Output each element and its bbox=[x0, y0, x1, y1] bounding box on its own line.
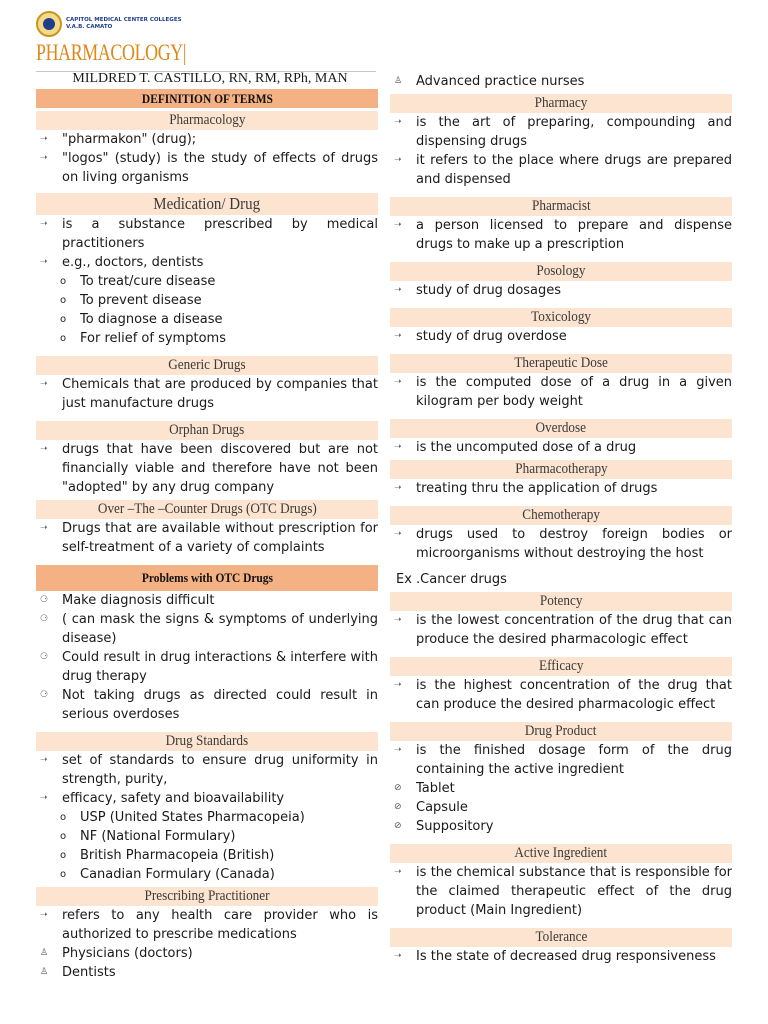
left-column bbox=[36, 89, 378, 982]
list-item: o NF (National Formulary) bbox=[60, 829, 236, 844]
arrow-bullet-icon: ➝ bbox=[394, 331, 402, 341]
list-item: ➝ refers to any health care provider who is authorized to prescribe medications bbox=[40, 908, 378, 942]
chemotherapy-example: Ex .Cancer drugs bbox=[396, 572, 507, 587]
list-item: ➝ treating thru the application of drugs bbox=[394, 481, 658, 496]
list-item: ♙ Physicians (doctors) bbox=[40, 946, 193, 961]
list-item: ➝ it refers to the place where drugs are prepared and dispensed bbox=[394, 153, 732, 187]
arrow-bullet-icon: ➝ bbox=[394, 745, 402, 755]
list-item: o To diagnose a disease bbox=[60, 312, 223, 327]
pill-bullet-icon: ⚆ bbox=[40, 652, 49, 662]
arrow-bullet-icon: ➝ bbox=[40, 134, 48, 144]
arrow-bullet-icon: ➝ bbox=[394, 867, 402, 877]
list-item: ⚆ Make diagnosis difficult bbox=[40, 593, 215, 608]
arrow-bullet-icon: ➝ bbox=[394, 483, 402, 493]
arrow-bullet-icon: ➝ bbox=[40, 153, 48, 163]
list-item: ♙ Dentists bbox=[40, 965, 116, 980]
list-item: ➝ Drugs that are available without prescription for self-treatment of a variety of complaints bbox=[40, 521, 378, 555]
arrow-bullet-icon: ➝ bbox=[40, 379, 48, 389]
list-item: ⚆ ( can mask the signs & symptoms of underlying disease) bbox=[40, 612, 378, 646]
circle-bullet-icon: o bbox=[60, 831, 67, 842]
circle-bullet-icon: o bbox=[60, 812, 67, 823]
arrow-bullet-icon: ➝ bbox=[394, 680, 402, 690]
list-item: ➝ Chemicals that are produced by companies that just manufacture drugs bbox=[40, 377, 378, 411]
list-item: ➝ drugs that have been discovered but are not financially viable and therefore have not been "adopted" by any drug company bbox=[40, 442, 378, 495]
person-bullet-icon: ♙ bbox=[40, 967, 49, 977]
list-item: ➝ is the art of preparing, compounding and dispensing drugs bbox=[394, 115, 732, 149]
arrow-bullet-icon: ➝ bbox=[394, 285, 402, 295]
arrow-bullet-icon: ➝ bbox=[40, 793, 48, 803]
therapeutic-dose-heading: Therapeutic Dose bbox=[390, 354, 732, 373]
person-bullet-icon: ♙ bbox=[40, 948, 49, 958]
list-item: o To treat/cure disease bbox=[60, 274, 216, 289]
list-item: ➝ is a substance prescribed by medical practitioners bbox=[40, 217, 378, 251]
arrow-bullet-icon: ➝ bbox=[40, 444, 48, 454]
circle-bullet-icon: o bbox=[60, 869, 67, 880]
author-line: MILDRED T. CASTILLO, RN, RM, RPh, MAN bbox=[72, 71, 348, 86]
list-item: ⊘ Capsule bbox=[394, 800, 468, 815]
arrow-bullet-icon: ➝ bbox=[394, 220, 402, 230]
medication-heading: Medication/ Drug bbox=[36, 193, 378, 215]
potency-heading: Potency bbox=[390, 592, 732, 611]
institution-name: CAPITOL MEDICAL CENTER COLLEGES bbox=[66, 17, 182, 23]
institution-sub: V.A.B. CAMATO bbox=[66, 24, 113, 30]
overdose-heading: Overdose bbox=[390, 419, 732, 438]
drug-standards-heading: Drug Standards bbox=[36, 732, 378, 751]
circle-bullet-icon: o bbox=[60, 333, 67, 344]
list-item: ➝ a person licensed to prepare and dispense drugs to make up a prescription bbox=[394, 218, 732, 252]
list-item: ➝ is the chemical substance that is responsible for the claimed therapeutic effect of the drug product (Main Ingredient) bbox=[394, 865, 732, 918]
list-item: ➝ is the computed dose of a drug in a given kilogram per body weight bbox=[394, 375, 732, 409]
list-item: ➝ drugs used to destroy foreign bodies or microorganisms without destroying the host bbox=[394, 527, 732, 561]
list-item: ➝ is the uncomputed dose of a drug bbox=[394, 440, 637, 455]
circle-bullet-icon: o bbox=[60, 850, 67, 861]
list-item: ⚆ Not taking drugs as directed could result in serious overdoses bbox=[40, 688, 378, 722]
arrow-bullet-icon: ➝ bbox=[40, 219, 48, 229]
list-item: ➝ is the highest concentration of the drug that can produce the desired pharmacologic effect bbox=[394, 678, 732, 712]
arrow-bullet-icon: ➝ bbox=[40, 755, 48, 765]
list-item: ➝ set of standards to ensure drug uniformity in strength, purity, bbox=[40, 753, 378, 787]
list-item: ➝ is the finished dosage form of the drug containing the active ingredient bbox=[394, 743, 732, 777]
capsule-bullet-icon: ⊘ bbox=[394, 783, 402, 793]
chemotherapy-heading: Chemotherapy bbox=[390, 506, 732, 525]
arrow-bullet-icon: ➝ bbox=[394, 951, 402, 961]
generic-drugs-heading: Generic Drugs bbox=[36, 356, 378, 375]
pharmacology-heading: Pharmacology bbox=[36, 111, 378, 130]
list-item: ➝ study of drug overdose bbox=[394, 329, 567, 344]
circle-bullet-icon: o bbox=[60, 295, 67, 306]
drug-product-heading: Drug Product bbox=[390, 722, 732, 741]
list-item: o USP (United States Pharmacopeia) bbox=[60, 810, 305, 825]
list-item: o To prevent disease bbox=[60, 293, 202, 308]
person-bullet-icon: ♙ bbox=[394, 76, 403, 86]
institution-header bbox=[36, 10, 182, 38]
prescribing-practitioner-heading: Prescribing Practitioner bbox=[36, 887, 378, 906]
capsule-bullet-icon: ⊘ bbox=[394, 802, 402, 812]
posology-heading: Posology bbox=[390, 262, 732, 281]
list-item: ⊘ Tablet bbox=[394, 781, 455, 796]
efficacy-heading: Efficacy bbox=[390, 657, 732, 676]
circle-bullet-icon: o bbox=[60, 276, 67, 287]
otc-drugs-heading: Over –The –Counter Drugs (OTC Drugs) bbox=[36, 500, 378, 519]
list-item: o Canadian Formulary (Canada) bbox=[60, 867, 275, 882]
list-item: o British Pharmacopeia (British) bbox=[60, 848, 275, 863]
document-title: PHARMACOLOGY| bbox=[36, 40, 187, 65]
arrow-bullet-icon: ➝ bbox=[394, 155, 402, 165]
arrow-bullet-icon: ➝ bbox=[394, 117, 402, 127]
definition-of-terms-header: DEFINITION OF TERMS bbox=[36, 89, 378, 108]
orphan-drugs-heading: Orphan Drugs bbox=[36, 421, 378, 440]
list-item: ➝ efficacy, safety and bioavailability bbox=[40, 791, 285, 806]
arrow-bullet-icon: ➝ bbox=[394, 377, 402, 387]
list-item: ⊘ Suppository bbox=[394, 819, 494, 834]
problems-otc-header: Problems with OTC Drugs bbox=[36, 565, 378, 591]
active-ingredient-heading: Active Ingredient bbox=[390, 844, 732, 863]
list-item: ♙ Advanced practice nurses bbox=[394, 74, 585, 89]
list-item: ➝ e.g., doctors, dentists bbox=[40, 255, 204, 270]
circle-bullet-icon: o bbox=[60, 314, 67, 325]
list-item: ⚆ Could result in drug interactions & interfere with drug therapy bbox=[40, 650, 378, 684]
pharmacotherapy-heading: Pharmacotherapy bbox=[390, 460, 732, 479]
list-item: ➝ is the lowest concentration of the drug that can produce the desired pharmacologic effect bbox=[394, 613, 732, 647]
list-item: o For relief of symptoms bbox=[60, 331, 226, 346]
toxicology-heading: Toxicology bbox=[390, 308, 732, 327]
arrow-bullet-icon: ➝ bbox=[40, 910, 48, 920]
college-seal-icon bbox=[36, 11, 62, 37]
arrow-bullet-icon: ➝ bbox=[40, 257, 48, 267]
tolerance-heading: Tolerance bbox=[390, 928, 732, 947]
pill-bullet-icon: ⚆ bbox=[40, 614, 49, 624]
pharmacy-heading: Pharmacy bbox=[390, 94, 732, 113]
capsule-bullet-icon: ⊘ bbox=[394, 821, 402, 831]
right-column bbox=[390, 72, 732, 966]
pharmacist-heading: Pharmacist bbox=[390, 197, 732, 216]
arrow-bullet-icon: ➝ bbox=[40, 523, 48, 533]
arrow-bullet-icon: ➝ bbox=[394, 442, 402, 452]
arrow-bullet-icon: ➝ bbox=[394, 529, 402, 539]
list-item: ➝ Is the state of decreased drug responsiveness bbox=[394, 949, 716, 964]
pill-bullet-icon: ⚆ bbox=[40, 595, 49, 605]
list-item: ➝ "logos" (study) is the study of effects of drugs on living organisms bbox=[40, 151, 378, 185]
list-item: ➝ study of drug dosages bbox=[394, 283, 562, 298]
arrow-bullet-icon: ➝ bbox=[394, 615, 402, 625]
list-item: ➝ "pharmakon" (drug); bbox=[40, 132, 197, 147]
pill-bullet-icon: ⚆ bbox=[40, 690, 49, 700]
